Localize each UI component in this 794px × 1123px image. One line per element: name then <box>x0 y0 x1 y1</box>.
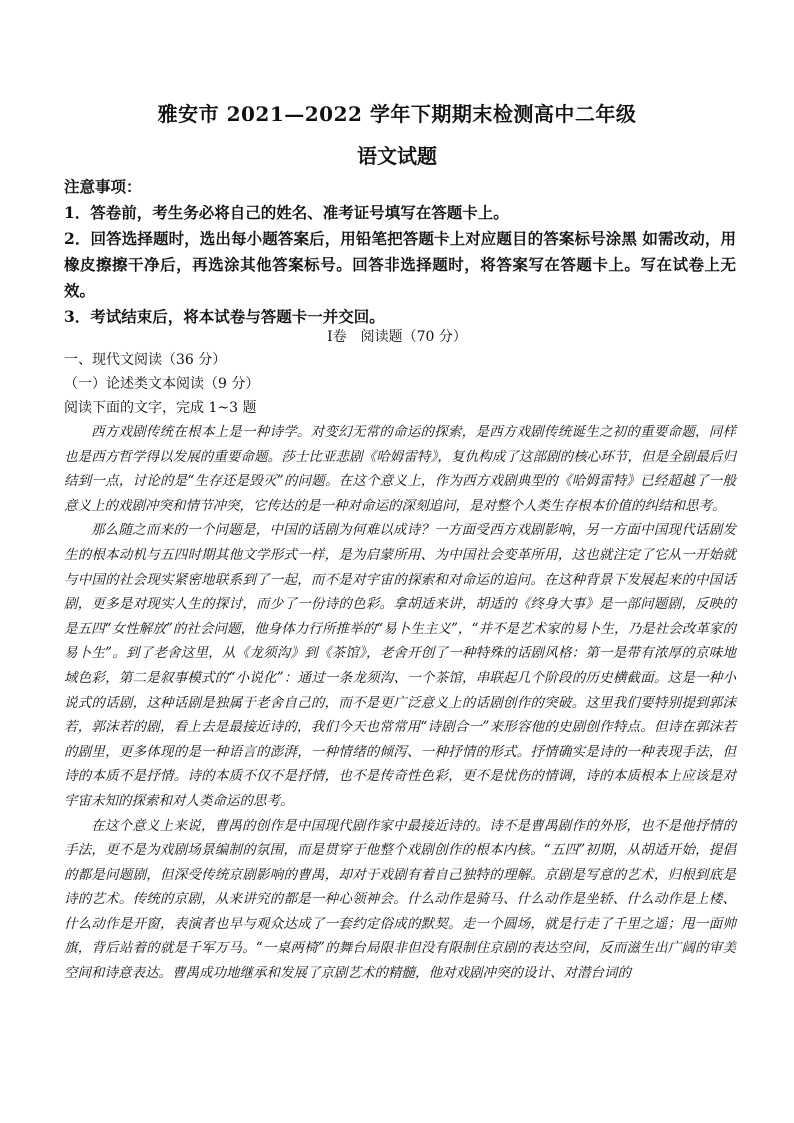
exam-subtitle: 语文试题 <box>357 144 437 168</box>
notice-item-3: 3．考试结束后，将本试卷与答题卡一并交回。 <box>64 307 385 326</box>
part-header: I卷 阅读题（70 分） <box>327 329 467 345</box>
notice-item-1: 1．答卷前，考生务必将自己的姓名、准考证号填写在答题卡上。 <box>64 203 509 222</box>
passage-paragraph-1: 西方戏剧传统在根本上是一种诗学。对变幻无常的命运的探索，是西方戏剧传统诞生之初的重要命题，同样也是西方哲学得以发展的重要命题。莎士比亚悲剧《哈姆雷特》，复仇构成了这部剧的核心环节，但是全剧最后归结到一点，讨论的是“生存还是毁灭”的问题。在这个意义上，作为西方戏剧典型的《哈姆雷特》已经超越了一般意义上的戏剧冲突和情节冲突，它传达的是一种对命运的深刻追问，是对整个人类生存根本价值的纠结和思考。 <box>64 424 736 514</box>
notice-block <box>64 174 736 330</box>
subsection-heading: （一）论述类文本阅读（9 分） <box>64 376 260 392</box>
passage-paragraph-3: 在这个意义上来说，曹禺的创作是中国现代剧作家中最接近诗的。诗不是曹禺剧作的外形，也不是他抒情的手法，更不是为戏剧场景编制的氛围，而是贯穿于他整个戏剧创作的根本内核。“五四”初期，从胡适开始，提倡的都是问题剧，但深受传统京剧影响的曹禺，却对于戏剧有着自己独特的理解。京剧是写意的艺术，归根到底是诗的艺术。传统的京剧，从来讲究的都是一种心领神会。什么动作是骑马、什么动作是坐轿、什么动作是上楼、什么动作是开窗，表演者也早与观众达成了一套约定俗成的默契。走一个圆场，就是行走了千里之遥；甩一面帅旗，背后站着的就是千军万马。“一桌两椅”的舞台局限非但没有限制住京剧的表达空间，反而滋生出广阔的审美空间和诗意表达。曹禺成功地继承和发展了京剧艺术的精髓，他对戏剧冲突的设计、对潜台词的 <box>64 817 736 982</box>
reading-instruction: 阅读下面的文字，完成 1~3 题 <box>64 400 257 416</box>
reading-passage <box>64 420 736 986</box>
passage-paragraph-2: 那么随之而来的一个问题是，中国的话剧为何难以成诗？一方面受西方戏剧影响，另一方面中国现代话剧发生的根本动机与五四时期其他文学形式一样，是为启蒙所用、为中国社会变革所用，这也就注定了它从一开始就与中国的社会现实紧密地联系到了一起，而不是对宇宙的探索和对命运的追问。在这种背景下发展起来的中国话剧，更多是对现实人生的探讨，而少了一份诗的色彩。拿胡适来讲，胡适的《终身大事》是一部问题剧，反映的是五四“女性解放”的社会问题，他身体力行所推举的“易卜生主义”，“并不是艺术家的易卜生，乃是社会改革家的易卜生”。到了老舍这里，从《龙须沟》到《茶馆》，老舍开创了一种特殊的话剧风格：第一是带有浓厚的京味地域色彩，第二是叙事模式的“小说化”：通过一条龙须沟、一个茶馆，串联起几个阶段的历史横截面。这是一种小说式的话剧，这种话剧是独属于老舍自己的，而不是更广泛意义上的话剧创作的突破。这里我们要特别提到郭沫若，郭沫若的剧，看上去是最接近诗的，我们今天也常常用“诗剧合一”来形容他的史剧创作特点。但诗在郭沫若的剧里，更多体现的是一种语言的澎湃，一种情绪的倾泻、一种抒情的形式。抒情确实是诗的一种表现手法，但诗的本质不是抒情。诗的本质不仅不是抒情，也不是传奇性色彩，更不是忧伤的情调，诗的本质根本上应该是对宇宙未知的探索和对人类命运的思考。 <box>64 522 736 809</box>
exam-title: 雅安市 2021—2022 学年下期期末检测高中二年级 <box>157 102 637 126</box>
section-heading: 一、现代文阅读（36 分） <box>64 352 227 368</box>
notice-heading: 注意事项： <box>64 177 142 196</box>
notice-item-2: 2．回答选择题时，选出每小题答案后，用铅笔把答题卡上对应题目的答案标号涂黑 如需改动，用橡皮擦擦干净后，再选涂其他答案标号。回答非选择题时，将答案写在答题卡上。写在试卷上无效。 <box>64 229 736 300</box>
